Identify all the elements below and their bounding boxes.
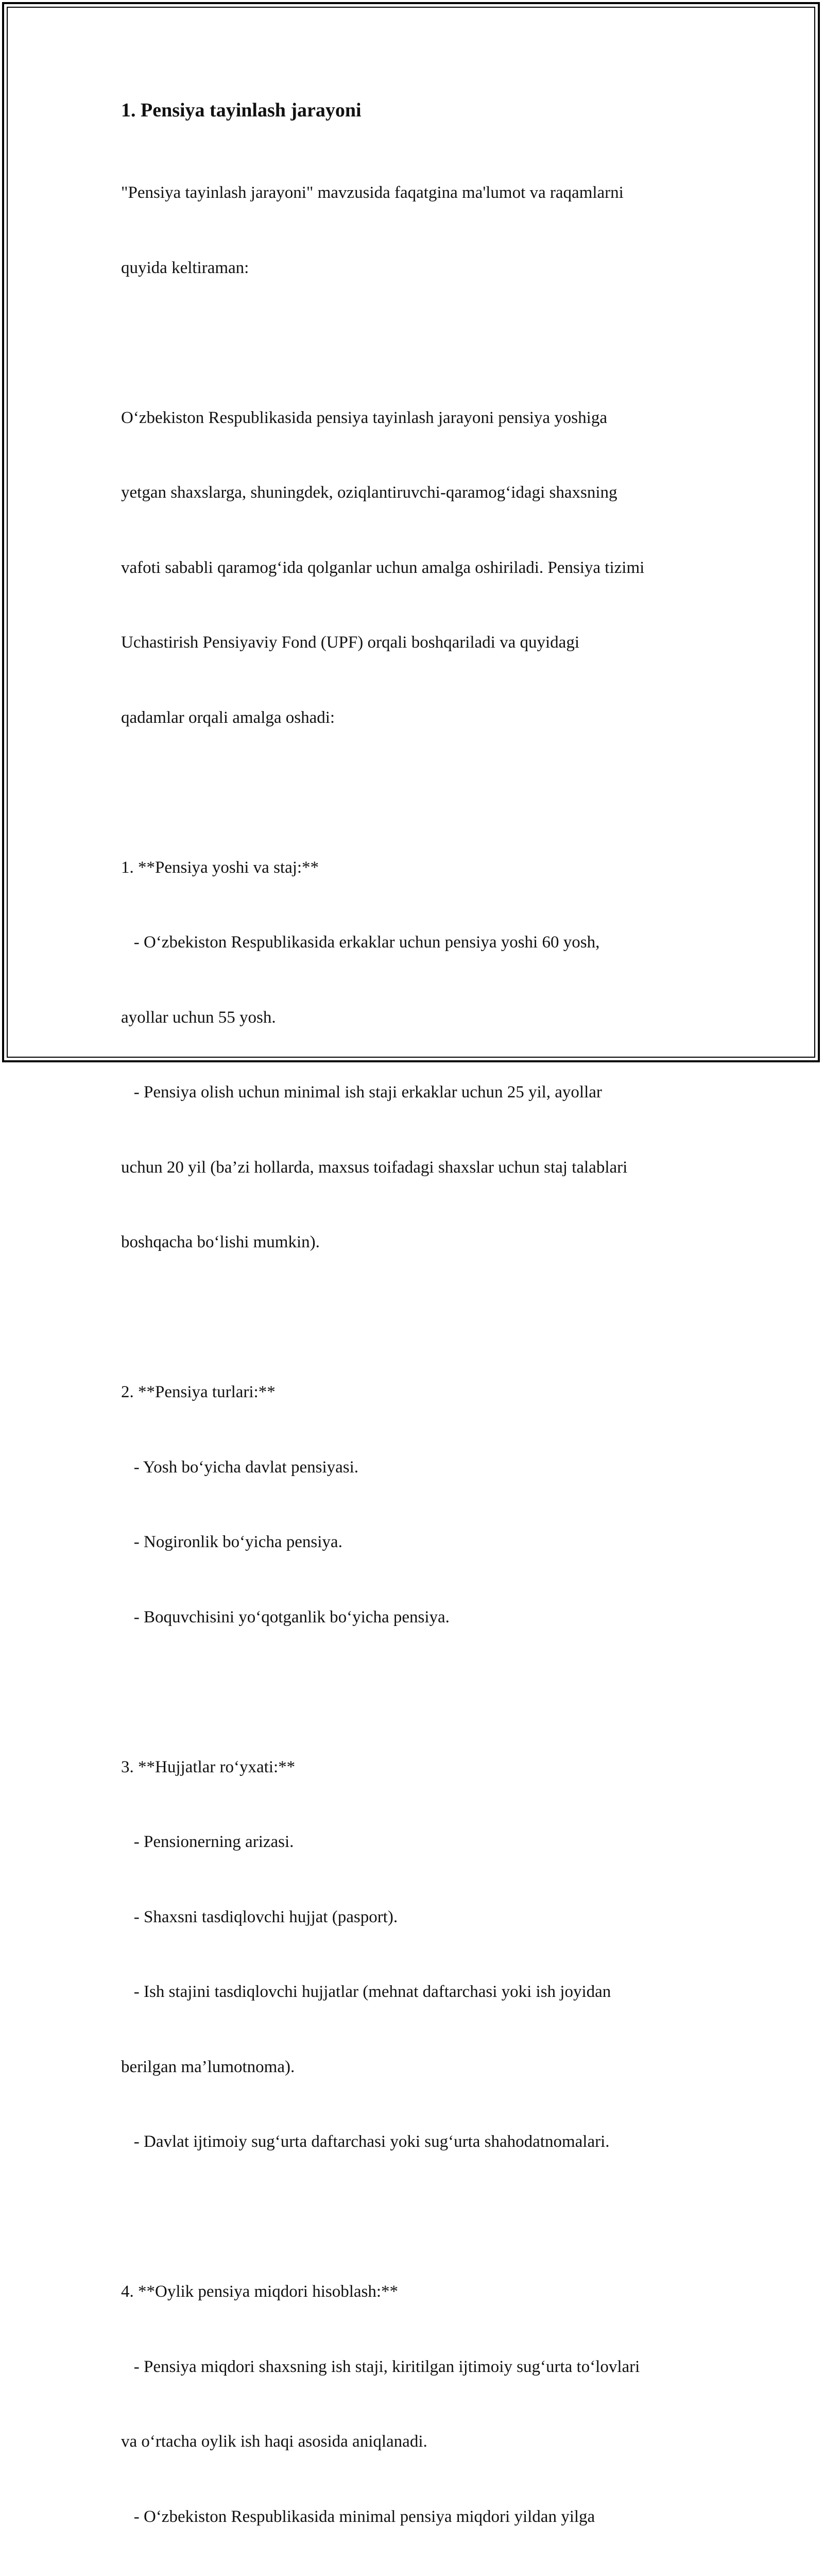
intro-line: "Pensiya tayinlash jarayoni" mavzusida faqatgina ma'lumot va raqamlarni bbox=[121, 183, 624, 202]
section-line: - Nogironlik bo‘yicha pensiya. bbox=[121, 1533, 342, 1551]
document-body bbox=[121, 95, 724, 2576]
overview-paragraph bbox=[121, 355, 724, 781]
intro-paragraph bbox=[121, 130, 724, 330]
section-line: - Shaxsni tasdiqlovchi hujjat (pasport). bbox=[121, 1907, 398, 1926]
document-title: 1. Pensiya tayinlash jarayoni bbox=[121, 99, 362, 121]
section-line: - Pensionerning arizasi. bbox=[121, 1833, 294, 1851]
section-line: - Boquvchisini yo‘qotganlik bo‘yicha pensiya. bbox=[121, 1607, 450, 1626]
overview-line: yetgan shaxslarga, shuningdek, oziqlantiruvchi-qaramog‘idagi shaxsning bbox=[121, 483, 617, 502]
section-line: - Pensiya olish uchun minimal ish staji erkaklar uchun 25 yil, ayollar bbox=[121, 1083, 602, 1101]
section-pension-amount bbox=[121, 2229, 724, 2576]
section-pension-age bbox=[121, 805, 724, 1305]
section-line: berilgan ma’lumotnoma). bbox=[121, 2057, 295, 2076]
intro-line: quyida keltiraman: bbox=[121, 258, 249, 277]
section-heading: 2. **Pensiya turlari:** bbox=[121, 1383, 276, 1401]
section-pension-types bbox=[121, 1330, 724, 1680]
section-line: - O‘zbekiston Respublikasida erkaklar uchun pensiya yoshi 60 yosh, bbox=[121, 933, 600, 952]
section-heading: 4. **Oylik pensiya miqdori hisoblash:** bbox=[121, 2282, 399, 2301]
section-line: - O‘zbekiston Respublikasida minimal pensiya miqdori yildan yilga bbox=[121, 2507, 595, 2526]
overview-line: vafoti sababli qaramog‘ida qolganlar uchun amalga oshiriladi. Pensiya tizimi bbox=[121, 558, 645, 577]
paragraph-gap bbox=[121, 780, 724, 805]
section-line: uchun 20 yil (ba’zi hollarda, maxsus toifadagi shaxslar uchun staj talablari bbox=[121, 1158, 628, 1177]
section-line: - Davlat ijtimoiy sug‘urta daftarchasi yoki sug‘urta shahodatnomalari. bbox=[121, 2132, 610, 2151]
section-heading: 3. **Hujjatlar ro‘yxati:** bbox=[121, 1757, 296, 1776]
paragraph-gap bbox=[121, 1305, 724, 1330]
section-documents bbox=[121, 1705, 724, 2205]
section-line: - Pensiya miqdori shaxsning ish staji, kiritilgan ijtimoiy sug‘urta to‘lovlari bbox=[121, 2357, 640, 2376]
paragraph-gap bbox=[121, 330, 724, 355]
overview-line: Uchastirish Pensiyaviy Fond (UPF) orqali boshqariladi va quyidagi bbox=[121, 633, 579, 652]
section-line: boshqacha bo‘lishi mumkin). bbox=[121, 1233, 320, 1251]
section-line: ayollar uchun 55 yosh. bbox=[121, 1008, 276, 1027]
section-line: va o‘rtacha oylik ish haqi asosida aniqlanadi. bbox=[121, 2432, 427, 2451]
overview-line: qadamlar orqali amalga oshadi: bbox=[121, 708, 335, 727]
section-line: - Ish stajini tasdiqlovchi hujjatlar (mehnat daftarchasi yoki ish joyidan bbox=[121, 1982, 611, 2001]
section-heading: 1. **Pensiya yoshi va staj:** bbox=[121, 858, 319, 877]
paragraph-gap bbox=[121, 1680, 724, 1705]
overview-line: O‘zbekiston Respublikasida pensiya tayinlash jarayoni pensiya yoshiga bbox=[121, 408, 607, 427]
section-line: - Yosh bo‘yicha davlat pensiyasi. bbox=[121, 1458, 359, 1477]
paragraph-gap bbox=[121, 2205, 724, 2230]
